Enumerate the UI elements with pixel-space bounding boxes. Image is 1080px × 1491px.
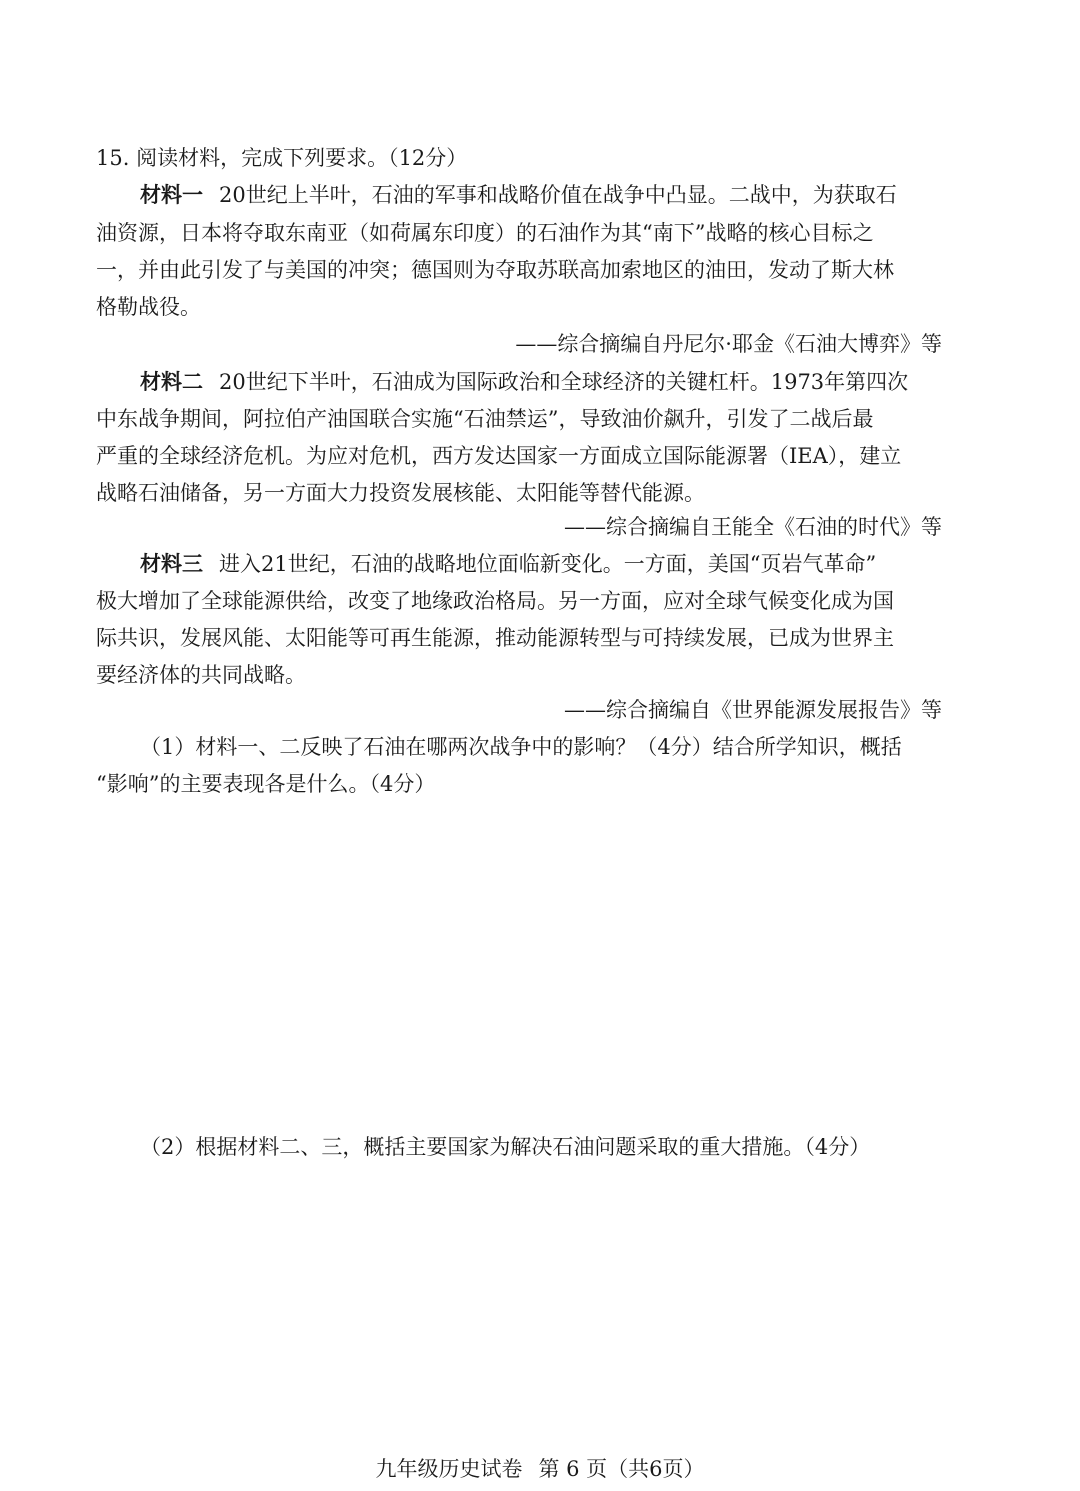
material1-text: 20世纪上半叶，石油的军事和战略价值在战争中凸显。二战中，为获取石 (219, 183, 897, 207)
material3-text: 进入21世纪，石油的战略地位面临新变化。一方面，美国“页岩气革命” (219, 552, 877, 576)
material1-line-3: 一，并由此引发了与美国的冲突；德国则为夺取苏联高加索地区的油田，发动了斯大林 (96, 258, 894, 282)
material1-source: ——综合摘编自丹尼尔·耶金《石油大博弈》等 (515, 332, 942, 356)
footer-exam-name: 九年级历史试卷 (375, 1457, 523, 1481)
material1-line-2: 油资源，日本将夺取东南亚（如荷属东印度）的石油作为其“南下”战略的核心目标之 (96, 221, 874, 245)
material2-line-1 (140, 367, 908, 397)
material2-label: 材料二 (140, 369, 203, 394)
material1-line-1 (140, 180, 897, 210)
sub-question-1-line-1: （1）材料一、二反映了石油在哪两次战争中的影响？（4分）结合所学知识，概括 (140, 735, 902, 759)
material2-source: ——综合摘编自王能全《石油的时代》等 (564, 515, 942, 539)
sub-question-2-line-1: （2）根据材料二、三，概括主要国家为解决石油问题采取的重大措施。（4分） (140, 1135, 871, 1159)
material2-line-2: 中东战争期间，阿拉伯产油国联合实施“石油禁运”，导致油价飙升，引发了二战后最 (96, 407, 874, 431)
material1-line-4: 格勒战役。 (96, 295, 201, 319)
material2-text: 20世纪下半叶，石油成为国际政治和全球经济的关键杠杆。1973年第四次 (219, 370, 909, 394)
page-footer (0, 1455, 1080, 1483)
material2-line-4: 战略石油储备，另一方面大力投资发展核能、太阳能等替代能源。 (96, 481, 705, 505)
material3-line-3: 际共识，发展风能、太阳能等可再生能源，推动能源转型与可持续发展，已成为世界主 (96, 626, 894, 650)
material3-line-1 (140, 549, 876, 579)
material3-line-4: 要经济体的共同战略。 (96, 663, 306, 687)
material3-source: ——综合摘编自《世界能源发展报告》等 (564, 698, 942, 722)
material3-line-2: 极大增加了全球能源供给，改变了地缘政治格局。另一方面，应对全球气候变化成为国 (96, 589, 894, 613)
material3-label: 材料三 (140, 551, 203, 576)
material2-line-3: 严重的全球经济危机。为应对危机，西方发达国家一方面成立国际能源署（IEA），建立 (96, 444, 902, 468)
question-title: 15. 阅读材料，完成下列要求。（12分） (96, 146, 468, 170)
sub-question-1-line-2: “影响”的主要表现各是什么。（4分） (96, 772, 436, 796)
material1-label: 材料一 (140, 182, 203, 207)
footer-page-info: 第 6 页（共6页） (538, 1457, 705, 1481)
